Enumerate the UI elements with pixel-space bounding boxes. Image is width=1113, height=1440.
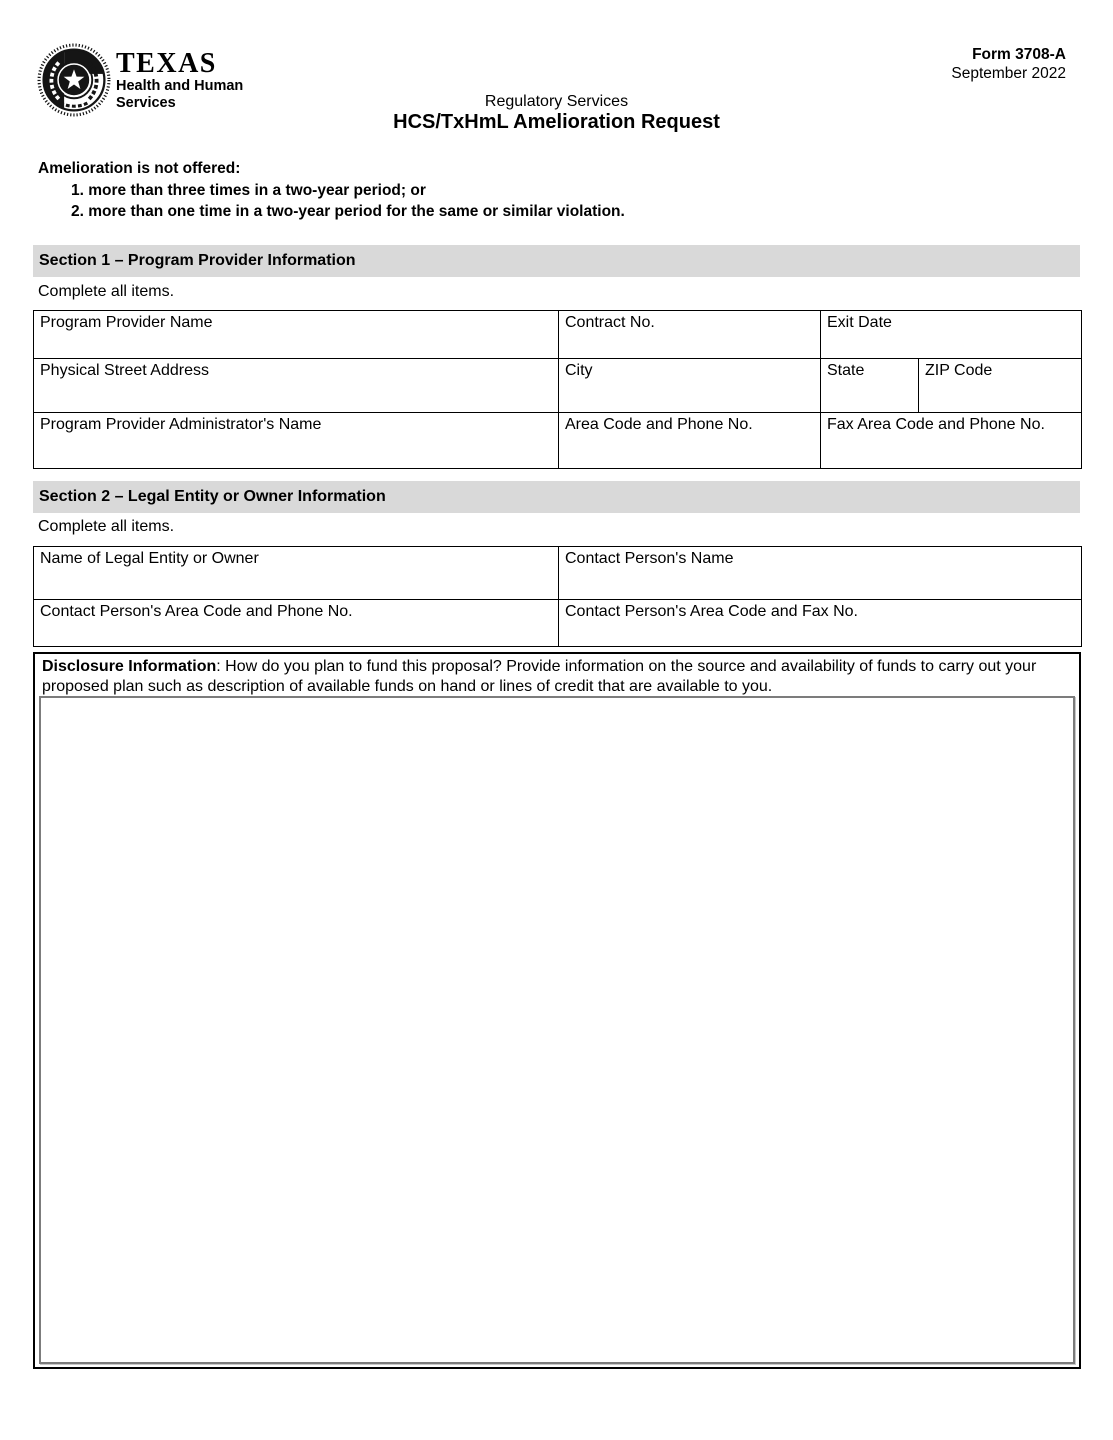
- disclosure-textarea[interactable]: [39, 696, 1075, 1364]
- agency-name: TEXAS: [116, 48, 217, 79]
- table-row: [34, 311, 1082, 359]
- field-label: Program Provider Name: [40, 314, 213, 331]
- table-row: [34, 547, 1082, 600]
- field-label: State: [827, 362, 865, 379]
- agency-dept-line1: Health and Human: [116, 78, 244, 94]
- table-row: [34, 600, 1082, 647]
- field-exit-date[interactable]: [821, 311, 1082, 359]
- field-label: ZIP Code: [925, 362, 993, 379]
- disclosure-section: [33, 652, 1081, 1369]
- section1-header: Section 1 – Program Provider Information: [33, 245, 1080, 277]
- form-meta: [951, 45, 1066, 83]
- notice-heading: Amelioration is not offered:: [38, 160, 241, 177]
- field-program-provider-name[interactable]: [34, 311, 559, 359]
- field-physical-street-address[interactable]: [34, 359, 559, 413]
- field-label: Contact Person's Name: [565, 550, 734, 567]
- field-contact-phone[interactable]: [34, 600, 559, 647]
- field-city[interactable]: [559, 359, 821, 413]
- field-label: Exit Date: [827, 314, 892, 331]
- disclosure-prompt-label: Disclosure Information: [42, 658, 217, 675]
- agency-dept-line2: Services: [116, 95, 176, 111]
- field-label: Name of Legal Entity or Owner: [40, 550, 259, 567]
- form-number: Form 3708-A: [972, 46, 1066, 63]
- disclosure-prompt-text: : How do you plan to fund this proposal? Provide information on the source and availability of funds to carry out your proposed plan such as description of available funds on hand or lines of credit that are available to you.: [42, 658, 1037, 695]
- section2-table: [33, 546, 1082, 647]
- table-row: [34, 413, 1082, 469]
- field-fax[interactable]: [821, 413, 1082, 469]
- notice-item-1: 1. more than three times in a two-year period; or: [71, 182, 426, 199]
- section2-instruction: Complete all items.: [38, 518, 175, 535]
- field-contact-name[interactable]: [559, 547, 1082, 600]
- disclosure-prompt: [42, 657, 1050, 697]
- notice-item-2: 2. more than one time in a two-year period for the same or similar violation.: [71, 203, 625, 220]
- field-label: City: [565, 362, 593, 379]
- field-label: Program Provider Administrator's Name: [40, 416, 322, 433]
- field-contract-no[interactable]: [559, 311, 821, 359]
- field-state[interactable]: [821, 359, 919, 413]
- page-title: HCS/TxHmL Amelioration Request: [393, 111, 720, 133]
- section1-table: [33, 310, 1082, 469]
- field-legal-entity-name[interactable]: [34, 547, 559, 600]
- field-label: Contact Person's Area Code and Phone No.: [40, 603, 353, 620]
- field-label: Physical Street Address: [40, 362, 209, 379]
- field-label: Contract No.: [565, 314, 655, 331]
- field-administrator-name[interactable]: [34, 413, 559, 469]
- doc-subtitle: Regulatory Services: [484, 93, 629, 110]
- section2-header: Section 2 – Legal Entity or Owner Information: [33, 481, 1080, 513]
- section1-instruction: Complete all items.: [38, 283, 175, 300]
- field-label: Area Code and Phone No.: [565, 416, 753, 433]
- field-label: Fax Area Code and Phone No.: [827, 416, 1045, 433]
- field-phone[interactable]: [559, 413, 821, 469]
- table-row: [34, 359, 1082, 413]
- field-zip-code[interactable]: [919, 359, 1082, 413]
- form-date: September 2022: [951, 65, 1066, 82]
- field-label: Contact Person's Area Code and Fax No.: [565, 603, 858, 620]
- field-contact-fax[interactable]: [559, 600, 1082, 647]
